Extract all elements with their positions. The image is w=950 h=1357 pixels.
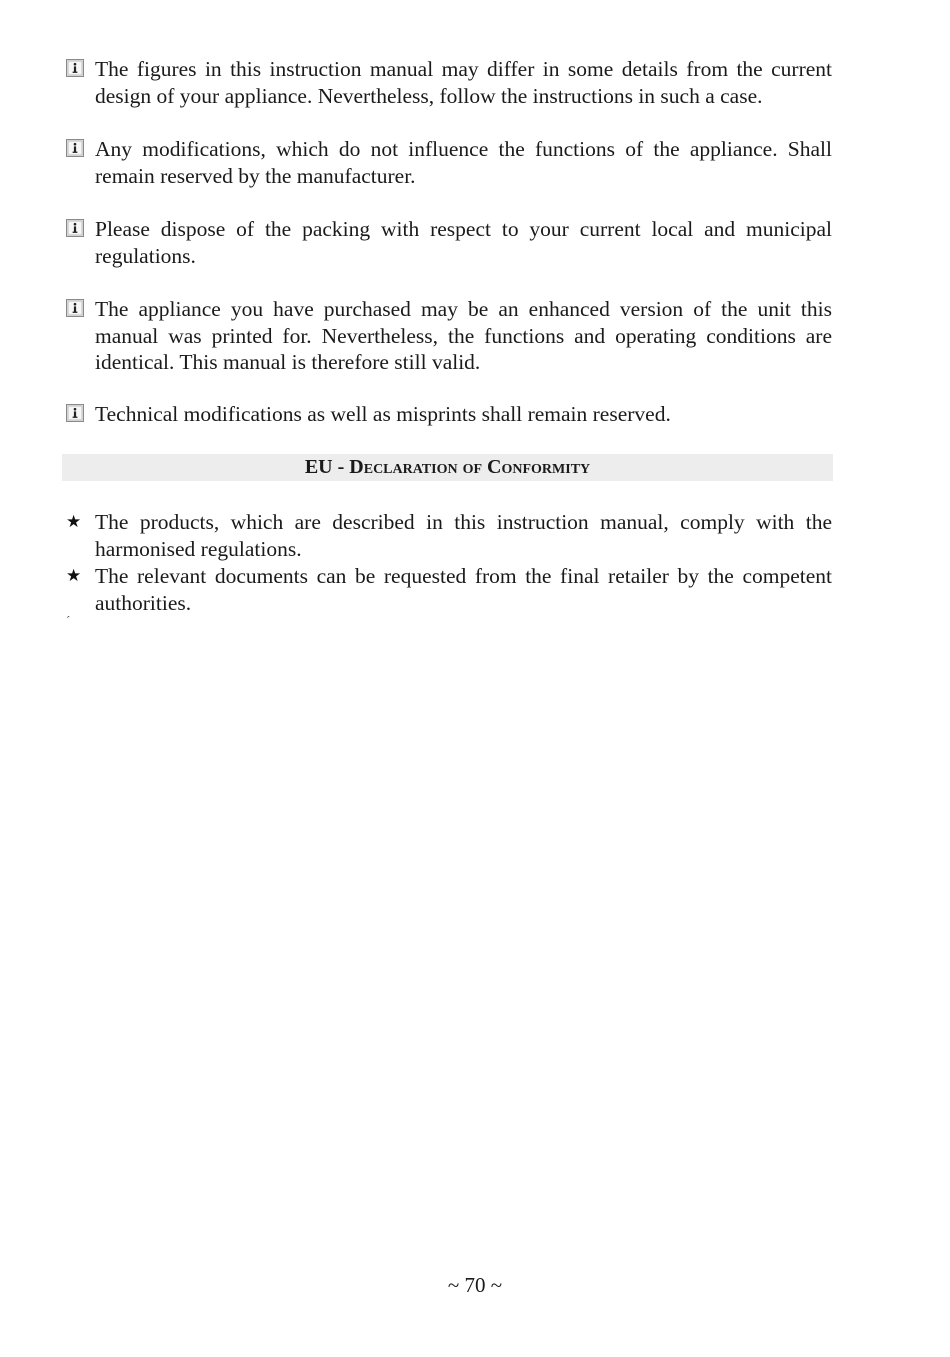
info-note	[66, 401, 832, 428]
star-bullet-icon: ★	[66, 566, 82, 586]
declaration-bullet	[66, 509, 832, 562]
section-heading	[62, 454, 833, 481]
bullet-text: The relevant documents can be requested from the final retailer by the competent authorities.	[95, 564, 832, 615]
page-number: ~ 70 ~	[447, 1273, 503, 1297]
bullet-text: The products, which are described in this instruction manual, comply with the harmonised regulations.	[95, 510, 832, 561]
info-icon	[66, 404, 84, 422]
info-icon	[66, 59, 84, 77]
info-note	[66, 136, 832, 189]
declaration-bullet	[66, 563, 832, 616]
info-icon	[66, 139, 84, 157]
note-text: The figures in this instruction manual may differ in some details from the current design of your appliance. Nevertheless, follow the instructions in such a case.	[95, 57, 832, 108]
info-note	[66, 296, 832, 376]
info-note	[66, 56, 832, 109]
note-text: The appliance you have purchased may be an enhanced version of the unit this manual was printed for. Nevertheless, the functions and operating conditions are identical. This manual is therefore still valid.	[95, 297, 832, 374]
stray-mark: ´	[66, 613, 71, 628]
info-icon	[66, 219, 84, 237]
info-note	[66, 216, 832, 269]
info-icon	[66, 299, 84, 317]
note-text: Technical modifications as well as misprints shall remain reserved.	[95, 402, 671, 426]
note-text: Any modifications, which do not influence the functions of the appliance. Shall remain reserved by the manufacturer.	[95, 137, 832, 188]
section-heading-text: EU - Declaration of Conformity	[304, 456, 591, 478]
note-text: Please dispose of the packing with respect to your current local and municipal regulations.	[95, 217, 832, 268]
star-bullet-icon: ★	[66, 512, 82, 532]
